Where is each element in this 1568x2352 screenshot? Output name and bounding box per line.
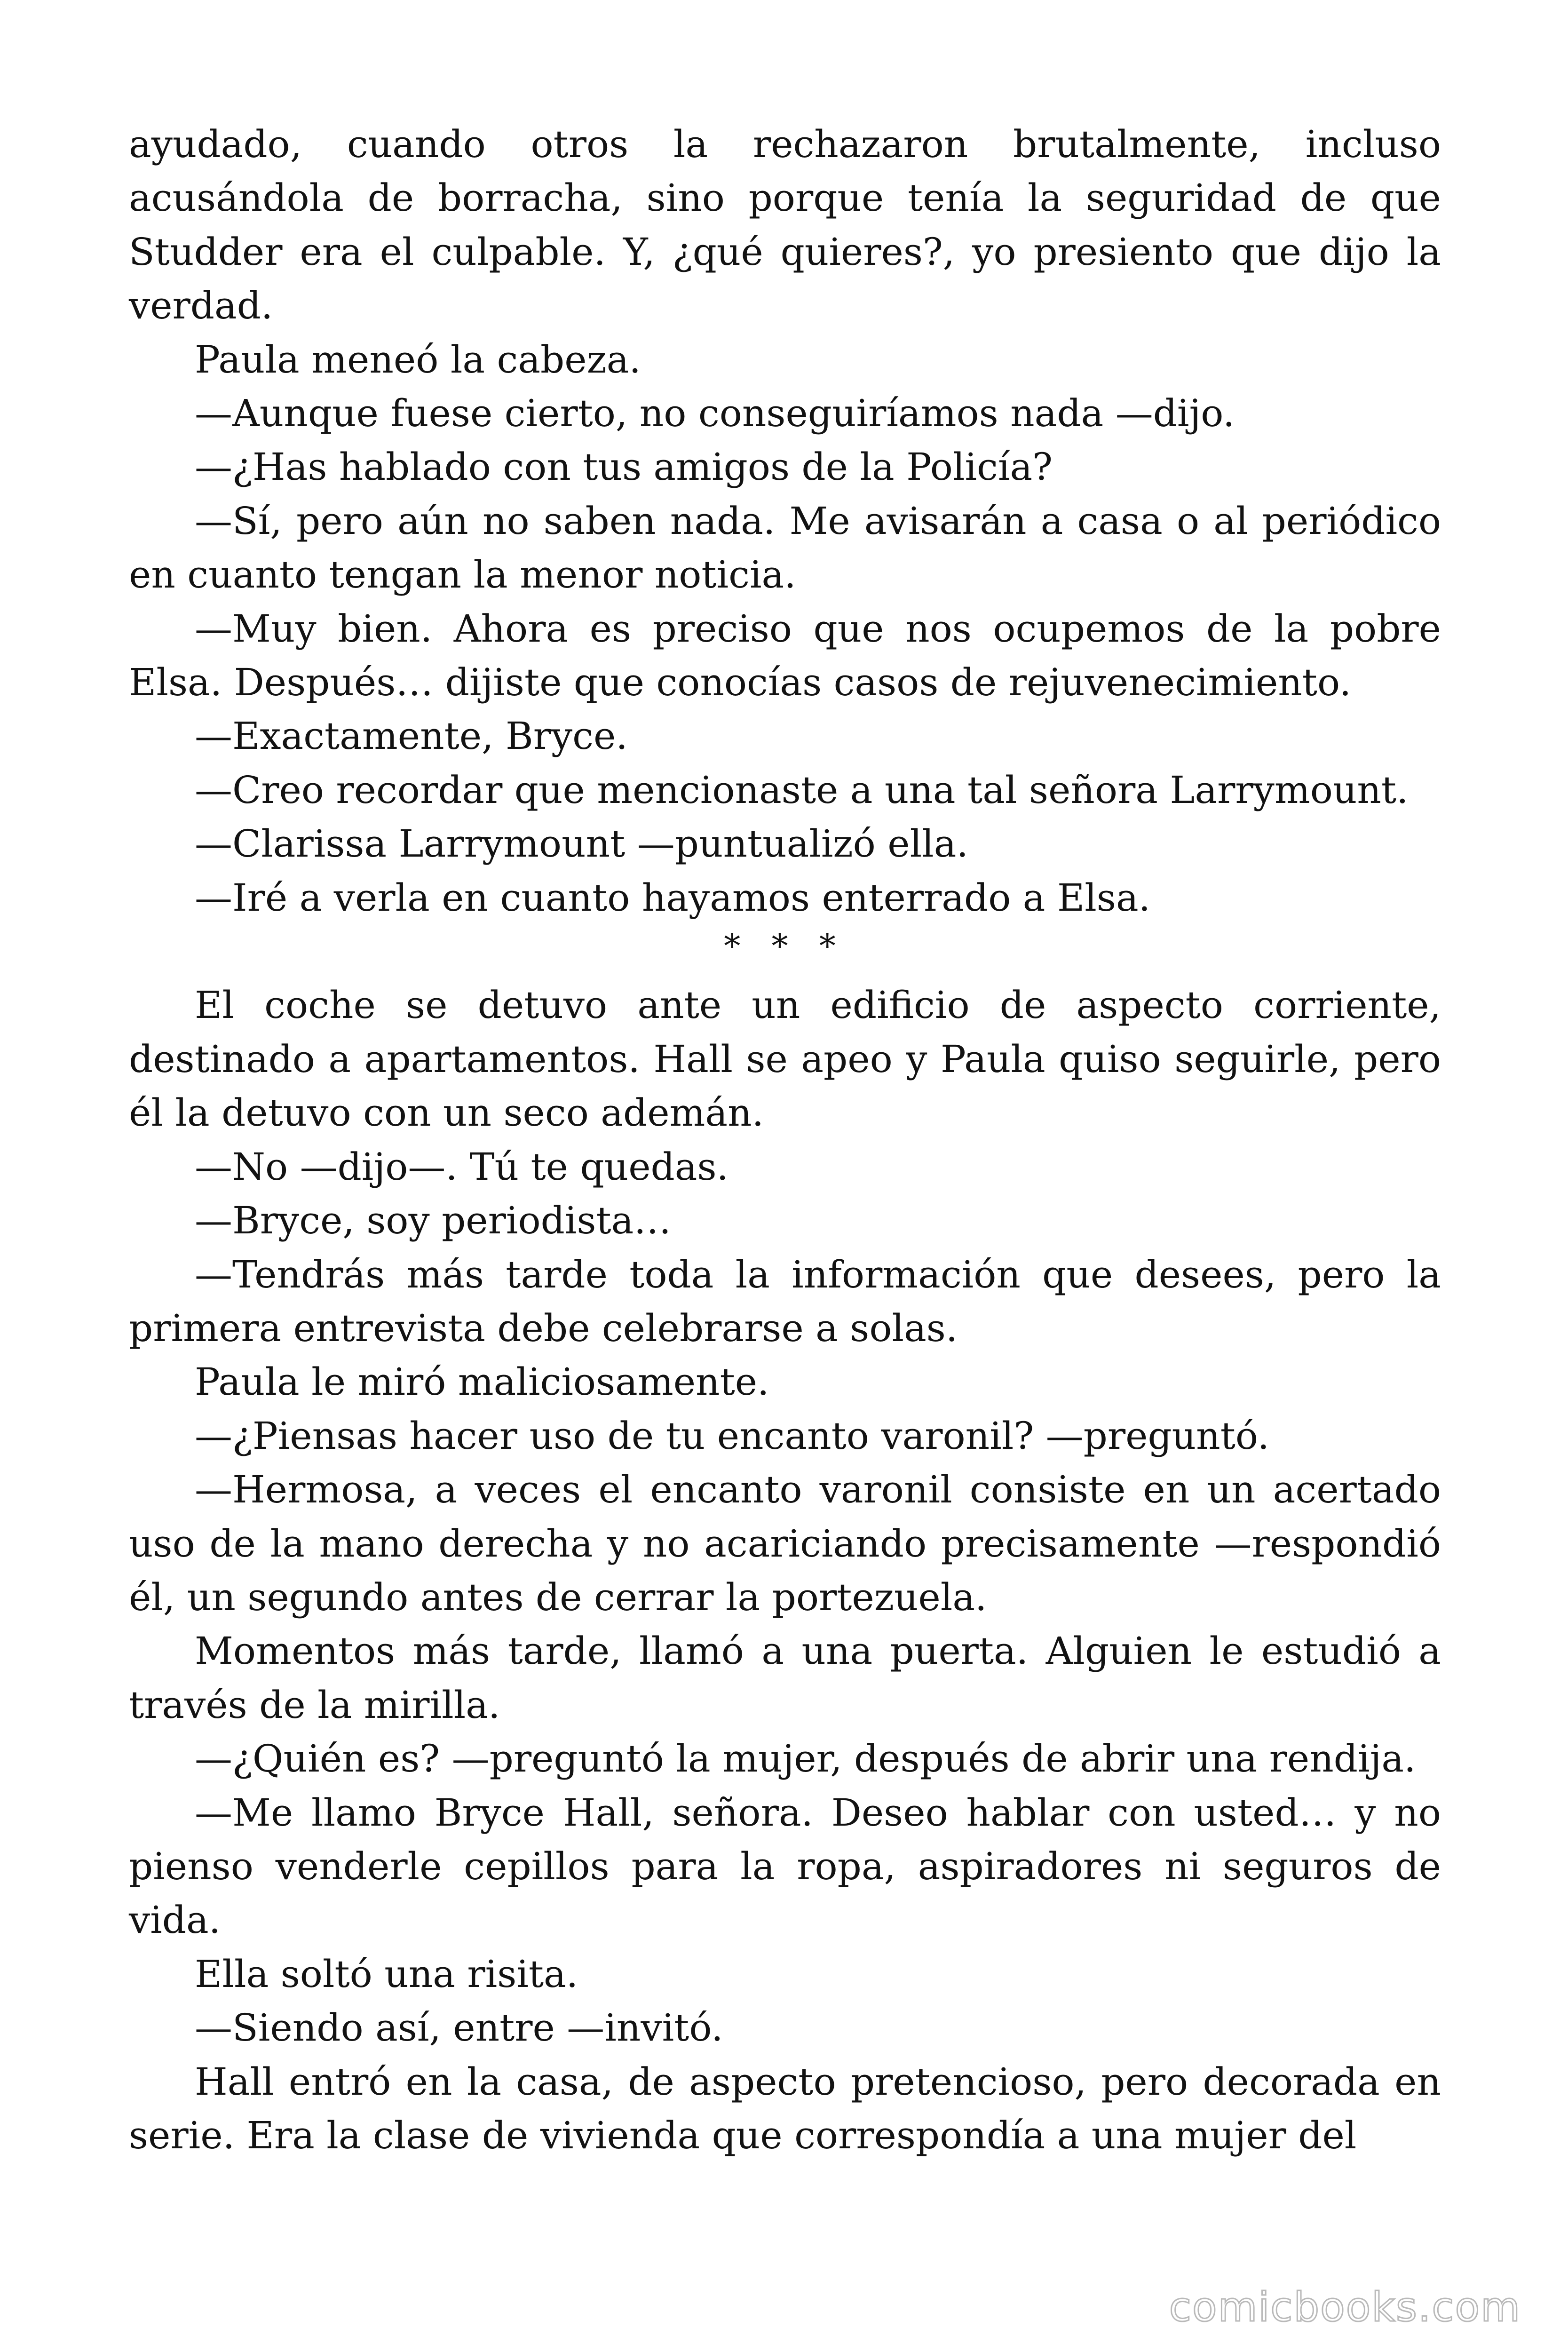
paragraph: Momentos más tarde, llamó a una puerta. Alguien le estudió a través de la mirilla. bbox=[129, 1629, 1441, 1727]
paragraph: Paula meneó la cabeza. bbox=[195, 337, 641, 381]
watermark: comicbooks.com bbox=[1169, 2284, 1521, 2331]
paragraph: —¿Quién es? —preguntó la mujer, después de abrir una rendija. bbox=[195, 1737, 1416, 1781]
paragraph: —Exactamente, Bryce. bbox=[195, 714, 628, 758]
body-text bbox=[129, 118, 1441, 2162]
paragraph: —¿Piensas hacer uso de tu encanto varonil? —preguntó. bbox=[195, 1414, 1270, 1458]
section-separator: * * * bbox=[724, 927, 846, 966]
paragraph: ayudado, cuando otros la rechazaron brutalmente, incluso acusándola de borracha, sino porque tenía la seguridad de que Studder era el culpable. Y, ¿qué quieres?, yo presiento que dijo la verdad. bbox=[129, 122, 1441, 328]
paragraph: —Bryce, soy periodista… bbox=[195, 1199, 672, 1243]
paragraph: —Aunque fuese cierto, no conseguiríamos nada —dijo. bbox=[195, 391, 1235, 436]
paragraph: —Siendo así, entre —invitó. bbox=[195, 2006, 723, 2050]
paragraph: —Creo recordar que mencionaste a una tal señora Larrymount. bbox=[195, 768, 1409, 812]
paragraph: Hall entró en la casa, de aspecto pretencioso, pero decorada en serie. Era la clase de vivienda que correspondía a una mujer del bbox=[129, 2059, 1441, 2158]
paragraph: —Tendrás más tarde toda la información que desees, pero la primera entrevista debe celebrarse a solas. bbox=[129, 1252, 1441, 1350]
paragraph: —Clarissa Larrymount —puntualizó ella. bbox=[195, 822, 968, 866]
paragraph: Ella soltó una risita. bbox=[195, 1952, 578, 1996]
paragraph: El coche se detuvo ante un edificio de aspecto corriente, destinado a apartamentos. Hall se apeo y Paula quiso seguirle, pero él la detuvo con un seco ademán. bbox=[129, 983, 1441, 1135]
paragraph: —Muy bien. Ahora es preciso que nos ocupemos de la pobre Elsa. Después… dijiste que conocías casos de rejuvenecimiento. bbox=[129, 606, 1441, 705]
paragraph: —Iré a verla en cuanto hayamos enterrado a Elsa. bbox=[195, 875, 1151, 920]
paragraph: —Me llamo Bryce Hall, señora. Deseo hablar con usted… y no pienso venderle cepillos para la ropa, aspiradores ni seguros de vida. bbox=[129, 1790, 1441, 1942]
paragraph: —¿Has hablado con tus amigos de la Policía? bbox=[195, 445, 1053, 489]
paragraph: —Hermosa, a veces el encanto varonil consiste en un acertado uso de la mano derecha y no acariciando precisamente —respondió él, un segundo antes de cerrar la portezuela. bbox=[129, 1468, 1441, 1619]
paragraph: —No —dijo—. Tú te quedas. bbox=[195, 1144, 729, 1189]
paragraph: Paula le miró maliciosamente. bbox=[195, 1360, 769, 1404]
paragraph: —Sí, pero aún no saben nada. Me avisarán a casa o al periódico en cuanto tengan la menor noticia. bbox=[129, 499, 1441, 597]
